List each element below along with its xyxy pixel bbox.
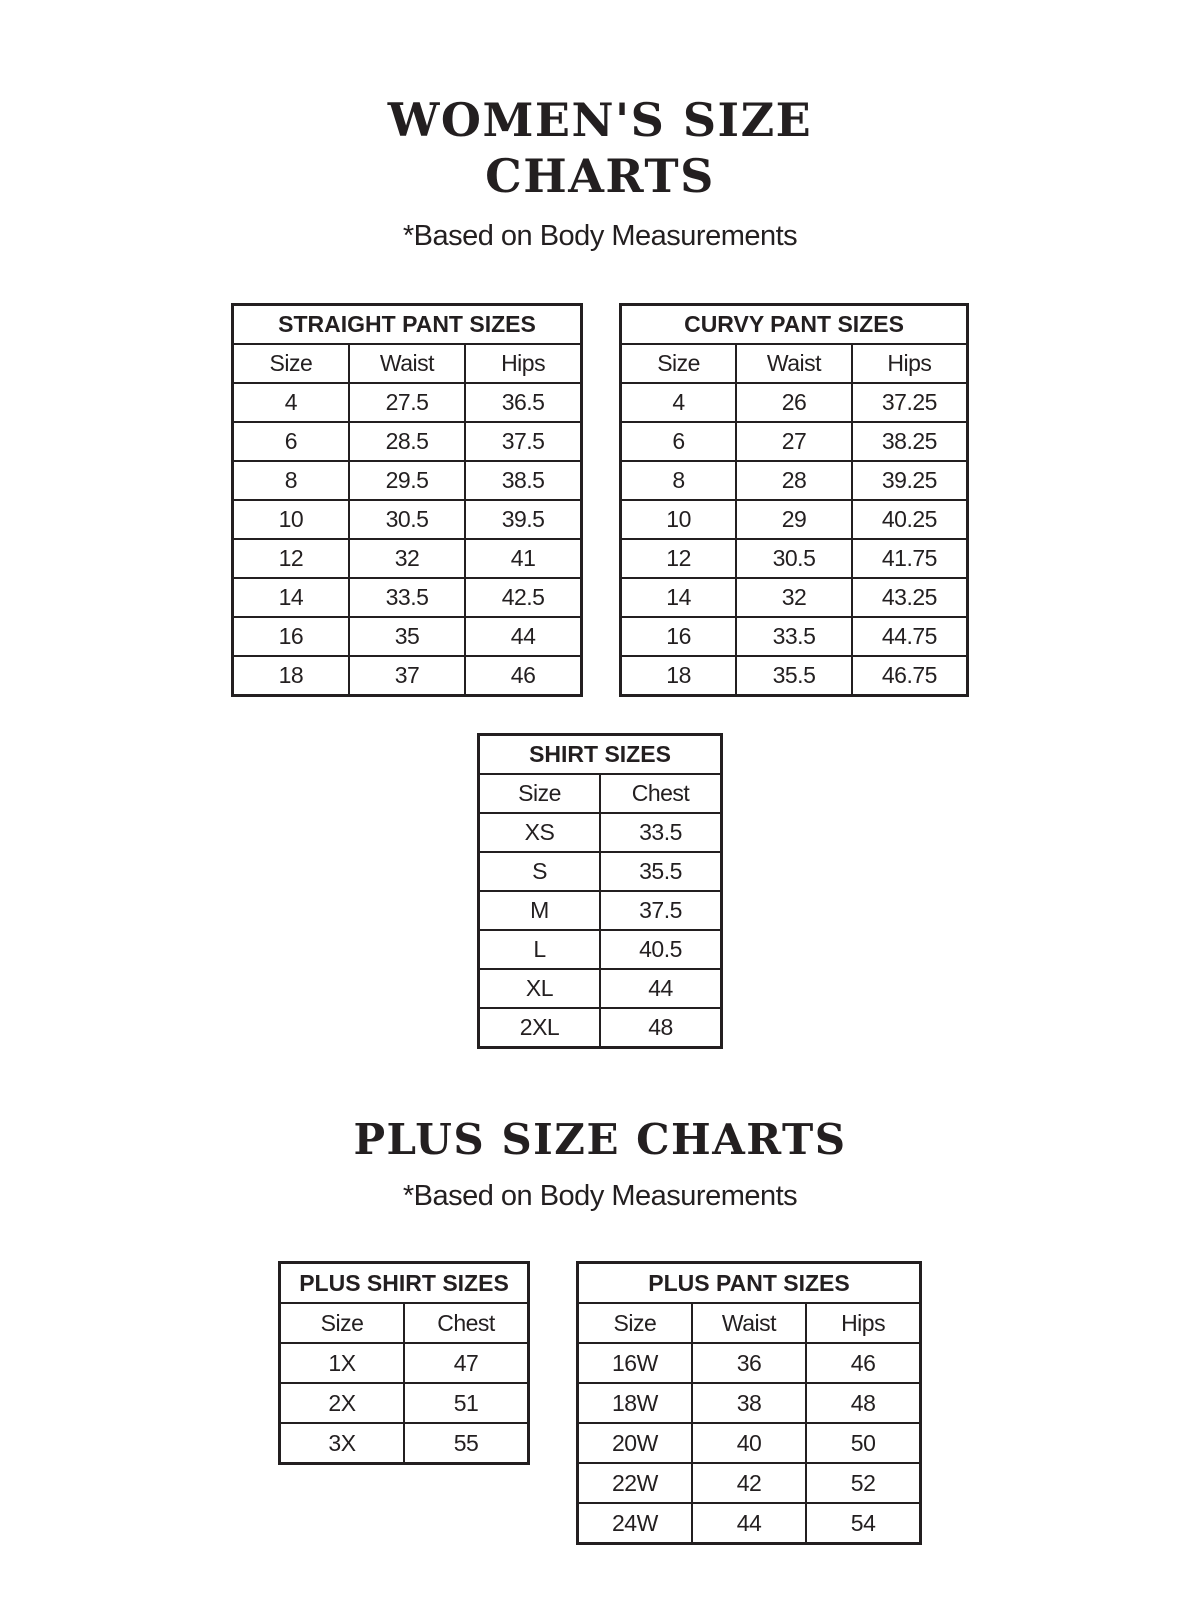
table-cell: 40.25	[852, 500, 968, 539]
table-row	[479, 813, 722, 852]
table-row	[233, 383, 582, 422]
table-cell: 52	[806, 1463, 920, 1503]
table-row	[233, 500, 582, 539]
table-row	[479, 969, 722, 1008]
page-title-line2: CHARTS	[485, 149, 715, 204]
table-cell: 40.5	[600, 930, 722, 969]
table-cell: 4	[621, 383, 737, 422]
table-row	[479, 891, 722, 930]
column-header: Waist	[349, 344, 465, 383]
table-cell: 4	[233, 383, 349, 422]
page-subtitle: *Based on Body Measurements	[402, 220, 798, 253]
pant-tables-row	[0, 303, 1200, 697]
table-cell: 38.5	[465, 461, 581, 500]
table-cell: 37.5	[600, 891, 722, 930]
table-row	[280, 1383, 529, 1423]
table-cell: 12	[621, 539, 737, 578]
table-row	[621, 539, 968, 578]
column-header: Hips	[852, 344, 968, 383]
table-cell: 43.25	[852, 578, 968, 617]
table-row	[479, 930, 722, 969]
table-cell: 44	[692, 1503, 806, 1544]
table-cell: 18	[233, 656, 349, 696]
table-cell: 32	[349, 539, 465, 578]
table-row	[479, 1008, 722, 1048]
table-header-row	[578, 1303, 921, 1343]
table-row	[578, 1463, 921, 1503]
table-cell: 33.5	[349, 578, 465, 617]
table-header-row	[479, 774, 722, 813]
table-cell: 39.5	[465, 500, 581, 539]
shirt-table-row	[0, 733, 1200, 1049]
table-cell: 33.5	[600, 813, 722, 852]
table-cell: 48	[600, 1008, 722, 1048]
table-cell: 28.5	[349, 422, 465, 461]
table-cell: 41.75	[852, 539, 968, 578]
table-cell: 46	[806, 1343, 920, 1383]
plus-size-charts-title: PLUS SIZE CHARTS	[353, 1115, 847, 1165]
table-cell: 35	[349, 617, 465, 656]
table-cell: 24W	[578, 1503, 692, 1544]
table-cell: 36.5	[465, 383, 581, 422]
table-header-row	[233, 344, 582, 383]
table-cell: S	[479, 852, 601, 891]
table-cell: L	[479, 930, 601, 969]
table-cell: 42	[692, 1463, 806, 1503]
column-header: Chest	[600, 774, 722, 813]
plus-pant-sizes-table	[576, 1261, 922, 1545]
table-cell: 1X	[280, 1343, 405, 1383]
plus-size-subtitle: *Based on Body Measurements	[402, 1180, 798, 1213]
table-title: SHIRT SIZES	[479, 735, 722, 775]
table-title-row	[479, 735, 722, 775]
table-cell: 14	[233, 578, 349, 617]
table-cell: 48	[806, 1383, 920, 1423]
table-cell: 40	[692, 1423, 806, 1463]
straight-pant-sizes-table	[231, 303, 583, 697]
table-cell: 44	[465, 617, 581, 656]
table-row	[233, 656, 582, 696]
table-cell: 30.5	[736, 539, 852, 578]
table-header-row	[280, 1303, 529, 1343]
table-title-row	[578, 1263, 921, 1304]
table-title-row	[233, 305, 582, 345]
table-row	[621, 383, 968, 422]
table-title: CURVY PANT SIZES	[621, 305, 968, 345]
table-header-row	[621, 344, 968, 383]
column-header: Size	[621, 344, 737, 383]
table-row	[621, 656, 968, 696]
page-title	[0, 92, 1200, 204]
table-row	[578, 1383, 921, 1423]
table-cell: 26	[736, 383, 852, 422]
table-cell: 6	[233, 422, 349, 461]
table-cell: 10	[621, 500, 737, 539]
column-header: Hips	[806, 1303, 920, 1343]
column-header: Waist	[692, 1303, 806, 1343]
table-cell: 32	[736, 578, 852, 617]
table-title-row	[621, 305, 968, 345]
table-cell: 8	[621, 461, 737, 500]
table-cell: 12	[233, 539, 349, 578]
table-cell: 46	[465, 656, 581, 696]
table-cell: M	[479, 891, 601, 930]
column-header: Chest	[404, 1303, 529, 1343]
table-row	[233, 461, 582, 500]
table-cell: 47	[404, 1343, 529, 1383]
plus-shirt-sizes-table	[278, 1261, 530, 1465]
table-cell: 10	[233, 500, 349, 539]
table-cell: 16W	[578, 1343, 692, 1383]
table-cell: 8	[233, 461, 349, 500]
table-cell: 27	[736, 422, 852, 461]
table-cell: 18W	[578, 1383, 692, 1423]
table-row	[479, 852, 722, 891]
table-cell: 29.5	[349, 461, 465, 500]
table-cell: 35.5	[600, 852, 722, 891]
column-header: Size	[479, 774, 601, 813]
column-header: Size	[280, 1303, 405, 1343]
table-cell: 54	[806, 1503, 920, 1544]
table-cell: 46.75	[852, 656, 968, 696]
table-title: STRAIGHT PANT SIZES	[233, 305, 582, 345]
table-row	[233, 539, 582, 578]
table-row	[280, 1423, 529, 1464]
page-title-line1: WOMEN'S SIZE	[387, 93, 813, 147]
table-row	[621, 617, 968, 656]
table-cell: 14	[621, 578, 737, 617]
table-row	[578, 1423, 921, 1463]
table-cell: 27.5	[349, 383, 465, 422]
table-cell: 2X	[280, 1383, 405, 1423]
table-cell: 16	[621, 617, 737, 656]
table-row	[233, 617, 582, 656]
table-cell: 38.25	[852, 422, 968, 461]
table-cell: 37.5	[465, 422, 581, 461]
table-cell: 36	[692, 1343, 806, 1383]
table-cell: 55	[404, 1423, 529, 1464]
table-cell: 44.75	[852, 617, 968, 656]
table-cell: 29	[736, 500, 852, 539]
table-cell: 51	[404, 1383, 529, 1423]
column-header: Hips	[465, 344, 581, 383]
table-cell: 30.5	[349, 500, 465, 539]
table-cell: 16	[233, 617, 349, 656]
table-cell: 33.5	[736, 617, 852, 656]
table-cell: 37.25	[852, 383, 968, 422]
table-row	[621, 500, 968, 539]
table-row	[578, 1343, 921, 1383]
table-cell: 38	[692, 1383, 806, 1423]
table-row	[233, 422, 582, 461]
table-cell: 50	[806, 1423, 920, 1463]
table-cell: 44	[600, 969, 722, 1008]
table-row	[280, 1343, 529, 1383]
table-cell: 35.5	[736, 656, 852, 696]
table-row	[233, 578, 582, 617]
table-cell: 42.5	[465, 578, 581, 617]
table-title: PLUS PANT SIZES	[578, 1263, 921, 1304]
table-row	[621, 461, 968, 500]
table-cell: 37	[349, 656, 465, 696]
table-cell: 18	[621, 656, 737, 696]
column-header: Size	[233, 344, 349, 383]
table-row	[621, 422, 968, 461]
curvy-pant-sizes-table	[619, 303, 969, 697]
table-cell: 22W	[578, 1463, 692, 1503]
table-row	[621, 578, 968, 617]
table-cell: 41	[465, 539, 581, 578]
table-title-row	[280, 1263, 529, 1304]
plus-tables-row	[0, 1261, 1200, 1545]
table-cell: 39.25	[852, 461, 968, 500]
table-title: PLUS SHIRT SIZES	[280, 1263, 529, 1304]
column-header: Size	[578, 1303, 692, 1343]
table-cell: 28	[736, 461, 852, 500]
table-cell: XS	[479, 813, 601, 852]
table-cell: 2XL	[479, 1008, 601, 1048]
column-header: Waist	[736, 344, 852, 383]
table-cell: 3X	[280, 1423, 405, 1464]
table-cell: XL	[479, 969, 601, 1008]
table-row	[578, 1503, 921, 1544]
table-cell: 20W	[578, 1423, 692, 1463]
shirt-sizes-table	[477, 733, 723, 1049]
table-cell: 6	[621, 422, 737, 461]
